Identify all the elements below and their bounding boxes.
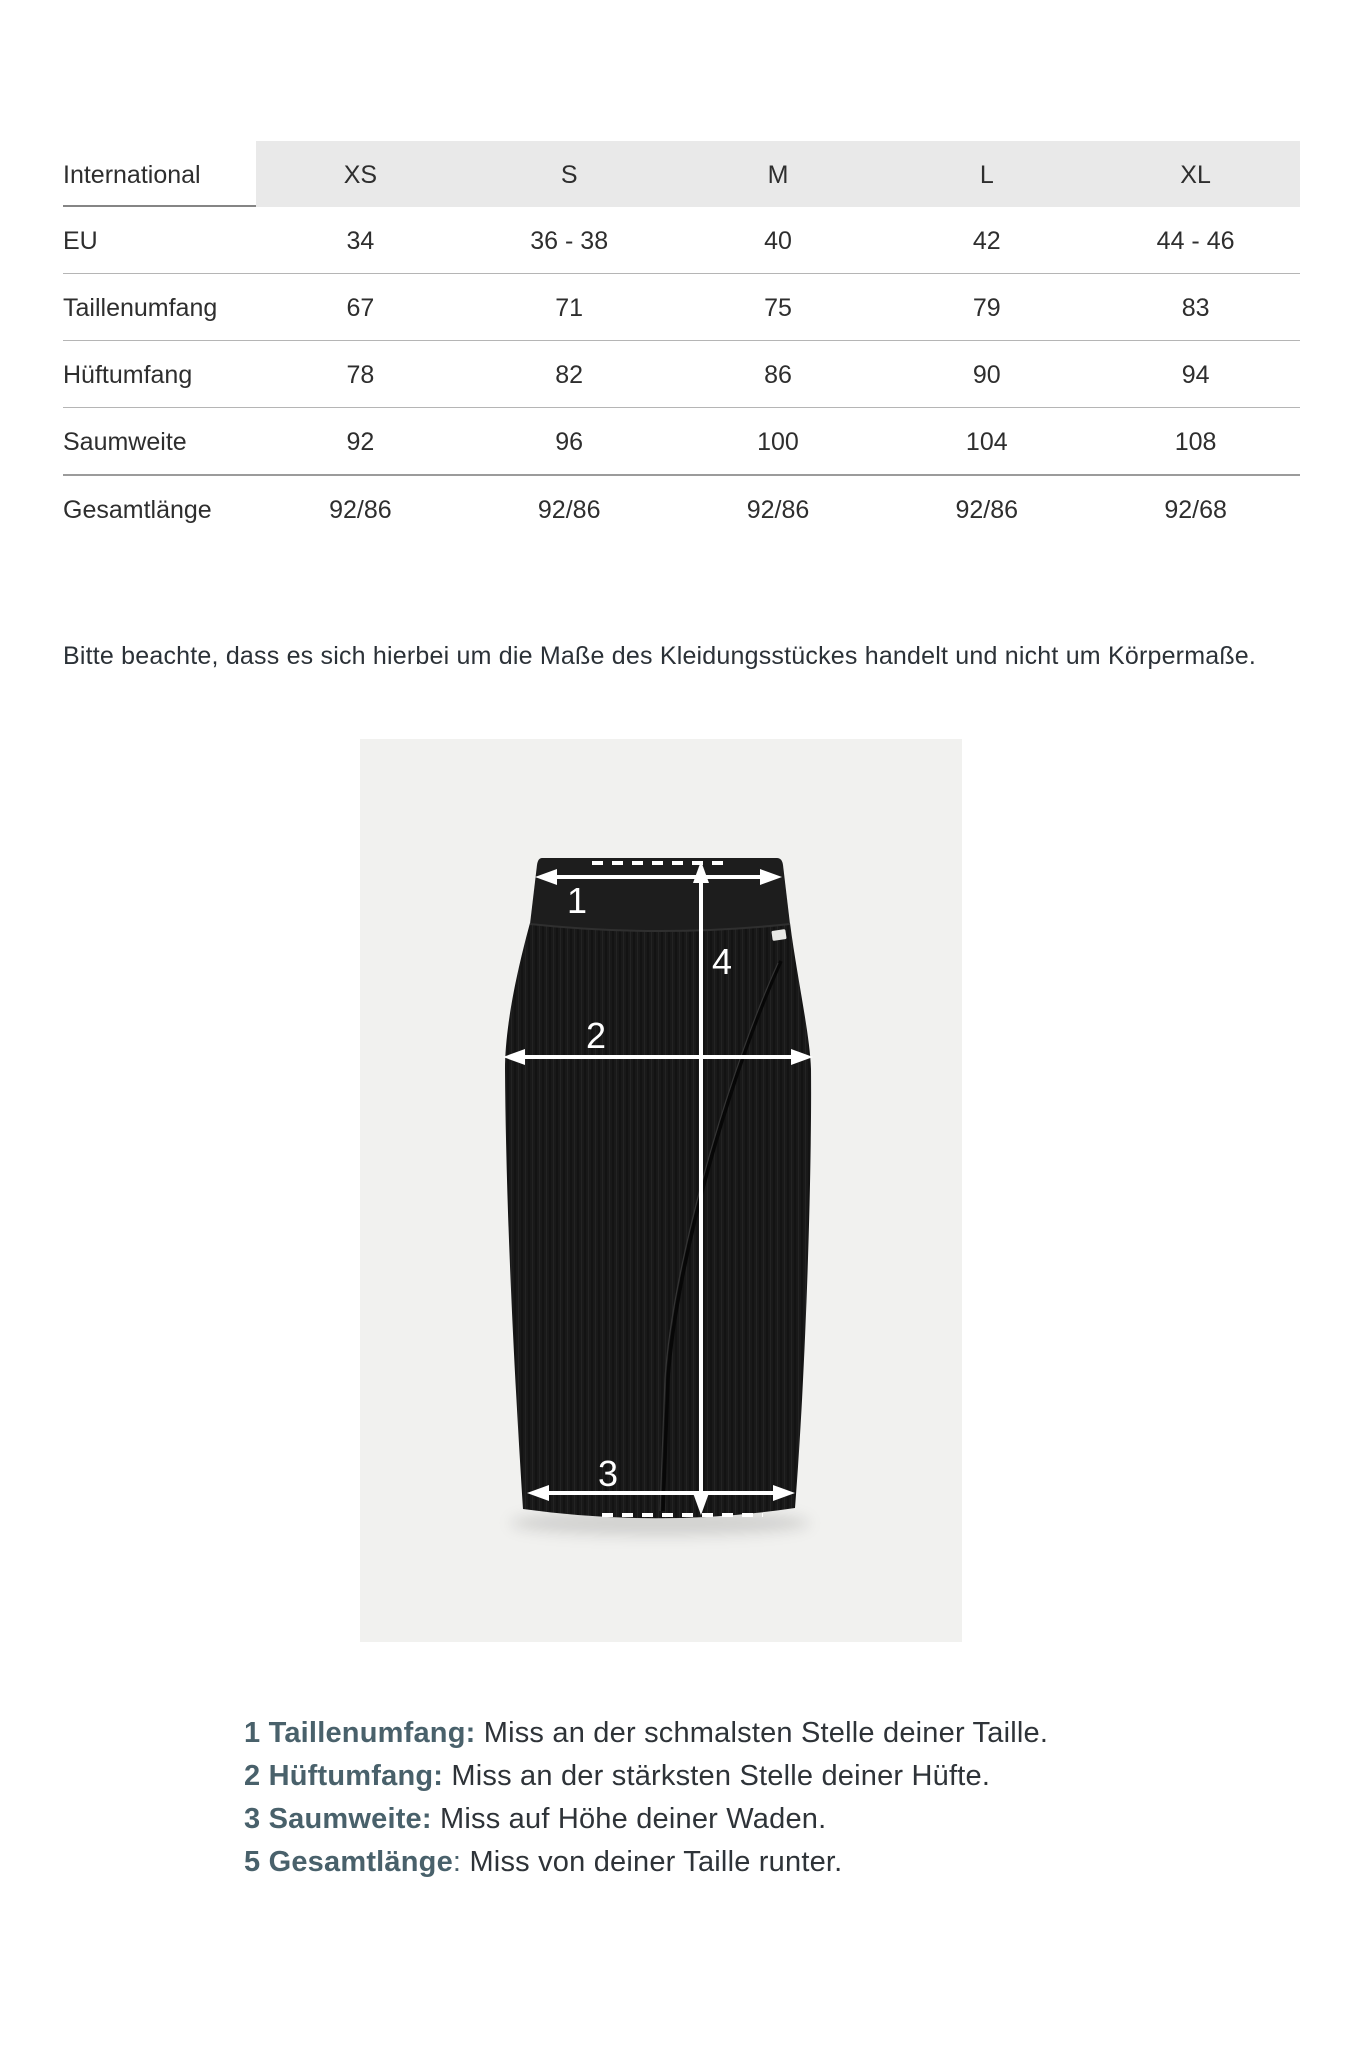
measure-1-label: 1 (567, 880, 588, 921)
legend-text: Miss auf Höhe deiner Waden. (431, 1803, 827, 1835)
table-corner-label: International (63, 160, 201, 189)
table-cell: 94 (1181, 360, 1210, 389)
legend-label: 3 Saumweite: (244, 1803, 432, 1835)
table-row-saumweite (63, 408, 1300, 476)
table-cell: 104 (965, 427, 1008, 456)
table-row-hueftumfang (63, 341, 1300, 408)
table-cell: 79 (972, 293, 1001, 322)
table-cell: 92/86 (329, 495, 392, 524)
legend-label: 2 Hüftumfang: (244, 1760, 444, 1792)
table-cell: 100 (757, 427, 799, 456)
table-cell: 83 (1181, 293, 1210, 322)
table-cell: 90 (972, 360, 1001, 389)
brand-tag (771, 929, 786, 941)
size-diagram-figure (360, 739, 962, 1642)
size-column-header-m: M (674, 141, 883, 207)
size-column-header-xl: XL (1091, 141, 1300, 207)
table-cell: 67 (346, 293, 375, 322)
legend-item-saumweite (244, 1798, 1048, 1841)
table-cell: 108 (1174, 427, 1217, 456)
table-cell: 92/86 (746, 495, 810, 524)
table-cell: 92/86 (955, 495, 1019, 524)
legend-item-taillenumfang (244, 1712, 1048, 1755)
table-row-gesamtlaenge (63, 476, 1300, 542)
table-cell: 92/68 (1164, 495, 1227, 524)
legend-text: Miss an der schmalsten Stelle deiner Taille. (475, 1717, 1049, 1749)
table-cell: 75 (764, 293, 792, 322)
row-label: Gesamtlänge (63, 495, 212, 524)
row-label: Taillenumfang (63, 293, 218, 322)
table-cell: 71 (555, 293, 584, 322)
size-column-header-s: S (465, 141, 674, 207)
table-row-eu (63, 207, 1300, 274)
size-column-header-xs: XS (256, 141, 465, 207)
measurement-legend (244, 1712, 1048, 1884)
measure-3-label: 3 (598, 1453, 619, 1494)
table-cell: 92/86 (537, 495, 601, 524)
table-cell: 96 (555, 427, 584, 456)
table-cell: 34 (346, 226, 375, 255)
skirt-body (505, 923, 811, 1518)
row-label: Hüftumfang (63, 360, 193, 389)
measure-4-label: 4 (712, 941, 733, 982)
table-cell: 44 - 46 (1156, 226, 1235, 255)
row-label: Saumweite (63, 427, 187, 456)
table-cell: 86 (764, 360, 792, 389)
size-column-header-l: L (882, 141, 1091, 207)
row-label: EU (63, 226, 98, 255)
measure-2-label: 2 (586, 1015, 607, 1056)
legend-item-gesamtlaenge: 5 Gesamtlänge: Miss von deiner Taille runter. (244, 1846, 843, 1878)
skirt-illustration (360, 739, 962, 1642)
table-cell: 36 - 38 (530, 226, 609, 255)
legend-text: Miss an der stärksten Stelle deiner Hüfte. (443, 1760, 991, 1792)
table-cell: 92 (346, 427, 375, 456)
table-cell: 82 (555, 360, 584, 389)
measurement-note: Bitte beachte, dass es sich hierbei um die Maße des Kleidungsstückes handelt und nicht um Körpermaße. (63, 642, 1257, 670)
table-cell: 40 (764, 226, 792, 255)
size-table (63, 141, 1300, 542)
legend-item-hueftumfang (244, 1755, 1048, 1798)
table-cell: 78 (346, 360, 375, 389)
legend-label: 5 Gesamtlänge (244, 1846, 453, 1878)
legend-text: Miss von deiner Taille runter. (461, 1846, 843, 1878)
legend-label: 1 Taillenumfang: (244, 1717, 476, 1749)
table-row-taillenumfang (63, 274, 1300, 341)
table-cell: 42 (972, 226, 1001, 255)
size-table-header-row (63, 141, 1300, 207)
